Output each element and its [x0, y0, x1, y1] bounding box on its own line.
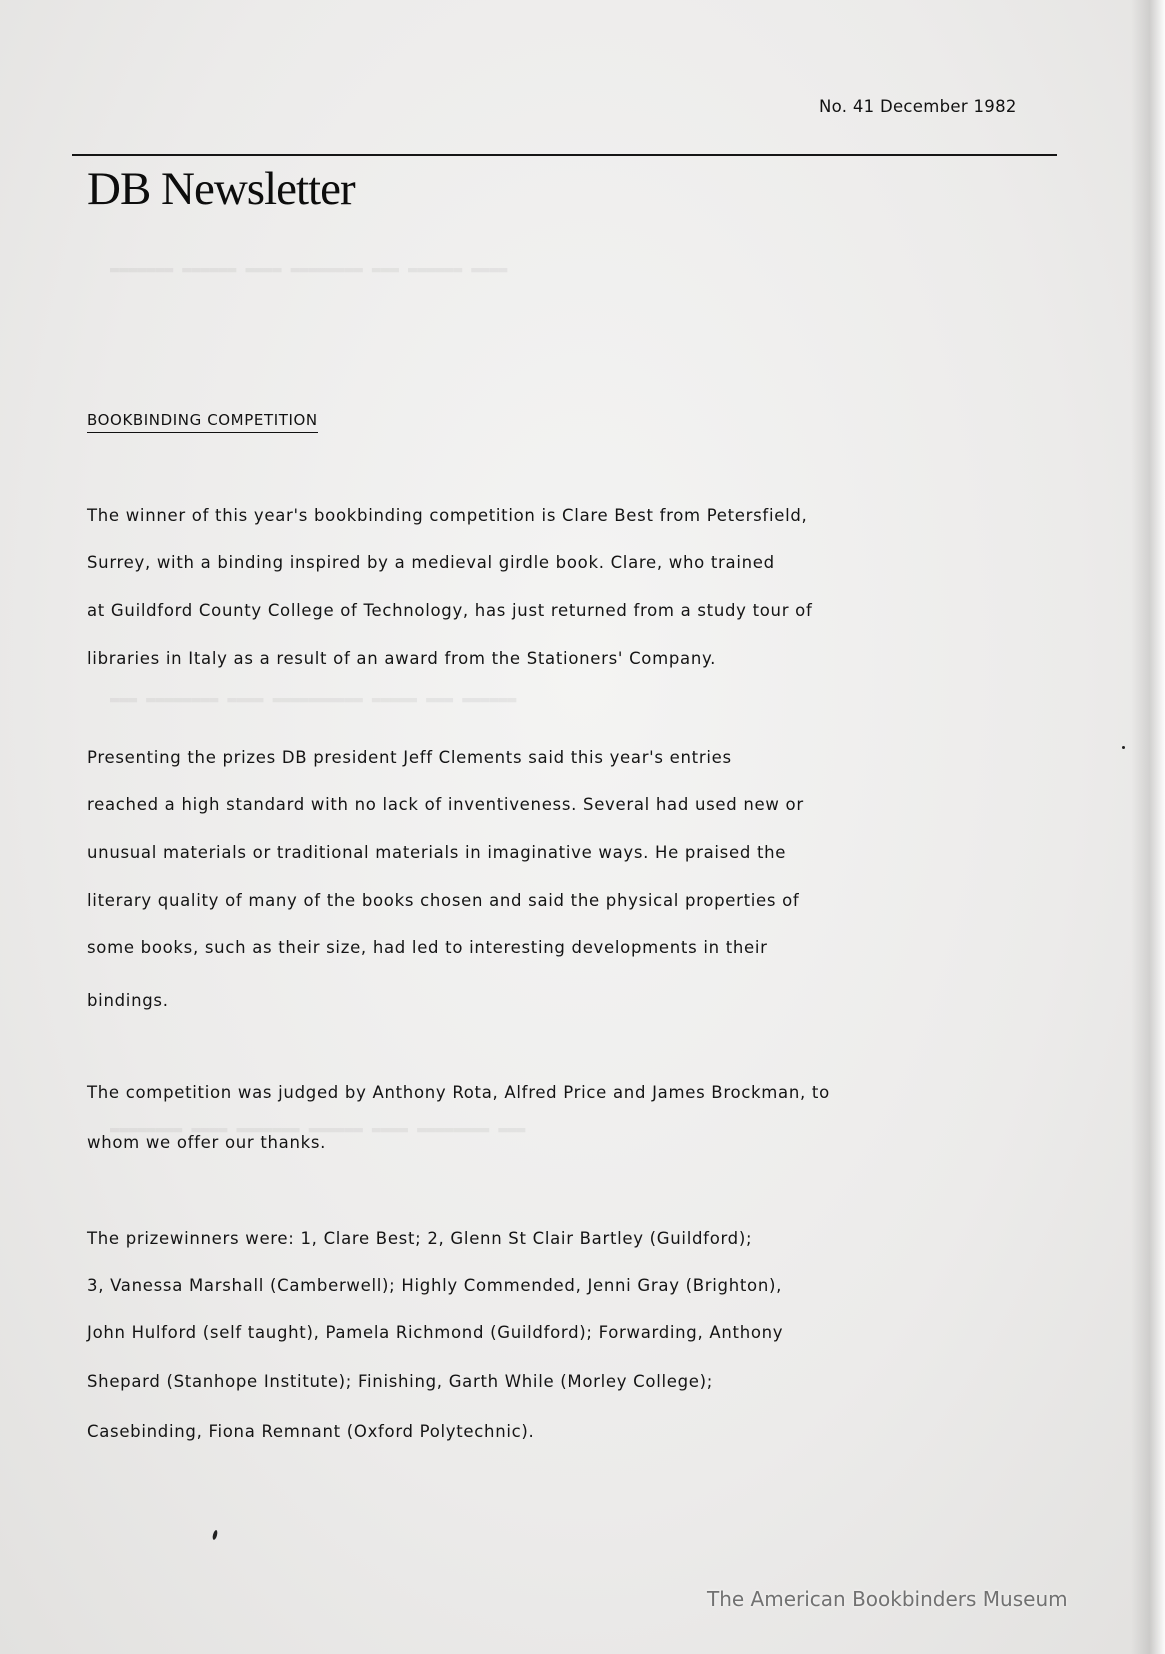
- paragraph-1-line: Surrey, with a binding inspired by a medieval girdle book. Clare, who trained: [87, 553, 775, 572]
- show-through-texture: ▬▬▬▬ ▬▬▬▬▬▬ ▬▬▬ ▬▬▬▬▬▬▬▬ ▬▬▬▬ ▬▬▬▬▬▬ ▬▬▬▬▬▬▬: [110, 260, 508, 278]
- ink-speck: [212, 1530, 218, 1541]
- paragraph-4-line: 3, Vanessa Marshall (Camberwell); Highly Commended, Jenni Gray (Brighton),: [87, 1276, 783, 1295]
- show-through-texture: ▬▬▬ ▬▬▬▬▬▬▬▬ ▬▬▬▬ ▬▬▬▬▬▬ ▬▬▬▬▬▬▬ ▬▬▬▬ ▬▬▬▬▬▬▬▬: [110, 1120, 526, 1138]
- paragraph-4-line: John Hulford (self taught), Pamela Richmond (Guildford); Forwarding, Anthony: [87, 1323, 784, 1342]
- paragraph-2-line: Presenting the prizes DB president Jeff Clements said this year's entries: [87, 748, 732, 767]
- paragraph-4-line: Shepard (Stanhope Institute); Finishing, Garth While (Morley College);: [87, 1372, 714, 1391]
- paragraph-2-line: bindings.: [87, 991, 169, 1010]
- page-edge-shadow: [1131, 0, 1165, 1654]
- paragraph-1-line: at Guildford County College of Technology, has just returned from a study tour of: [87, 601, 813, 620]
- section-title: BOOKBINDING COMPETITION: [87, 411, 318, 433]
- paragraph-3-line: The competition was judged by Anthony Rota, Alfred Price and James Brockman, to: [87, 1083, 830, 1102]
- paragraph-2-line: some books, such as their size, had led to interesting developments in their: [87, 938, 768, 957]
- paragraph-1-line: libraries in Italy as a result of an award from the Stationers' Company.: [87, 649, 717, 668]
- issue-line: No. 41 December 1982: [819, 97, 1017, 116]
- paragraph-2-line: unusual materials or traditional materials in imaginative ways. He praised the: [87, 843, 787, 862]
- paragraph-4-line: The prizewinners were: 1, Clare Best; 2, Glenn St Clair Bartley (Guildford);: [87, 1229, 753, 1248]
- paragraph-3-line: whom we offer our thanks.: [87, 1133, 327, 1152]
- paragraph-2-line: reached a high standard with no lack of inventiveness. Several had used new or: [87, 795, 804, 814]
- masthead-title: DB Newsletter: [87, 163, 355, 215]
- museum-watermark: The American Bookbinders Museum: [707, 1587, 1068, 1611]
- show-through-texture: ▬▬▬▬▬▬ ▬▬▬ ▬▬▬▬▬ ▬▬▬▬▬▬▬▬▬▬ ▬▬▬▬ ▬▬▬▬▬▬▬▬ ▬▬▬: [110, 690, 517, 708]
- masthead-rule: [72, 154, 1057, 156]
- paragraph-1-line: The winner of this year's bookbinding competition is Clare Best from Petersfield,: [87, 506, 808, 525]
- paragraph-2-line: literary quality of many of the books chosen and said the physical properties of: [87, 891, 800, 910]
- ink-speck: [1122, 746, 1125, 749]
- paragraph-4-line: Casebinding, Fiona Remnant (Oxford Polytechnic).: [87, 1422, 535, 1441]
